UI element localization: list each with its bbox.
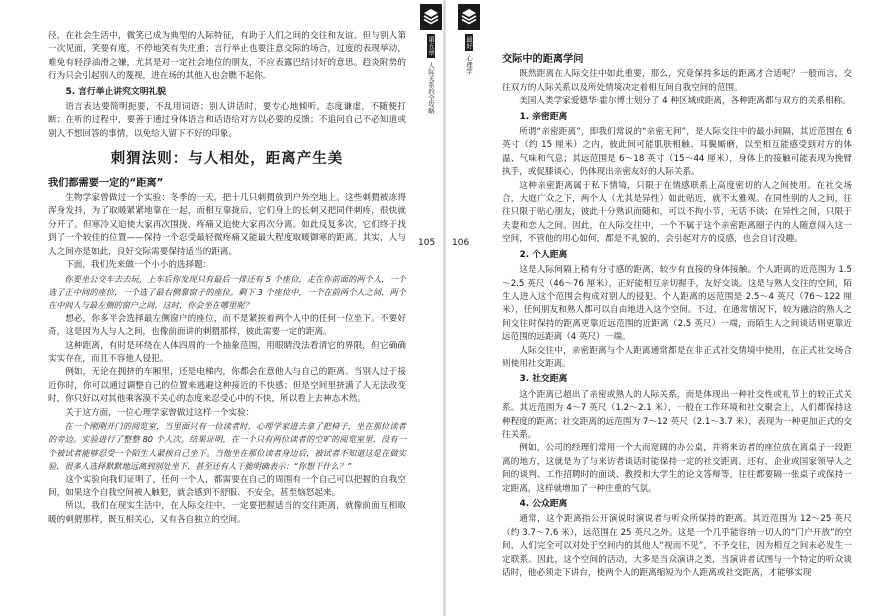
tab-chapter-title: 人际关系的全攻略 xyxy=(427,61,435,114)
paragraph: 所谓“亲密距离”，即我们常说的“亲密无间”，是人际交往中的最小间隔，其近范围在 6 英寸（约 15 厘米）之内，彼此间可能肌肤相触、耳鬓厮磨，以至相互能感受到对方的体温、气味和气息；其远范围是 6～18 英寸（15～44 厘米），身体上的接触可能表现为挽臂执手，或促膝谈心，仍体现出亲密友好的人际关系。 xyxy=(502,127,852,178)
paragraph: 通常，这个距离指公开演说时演说者与听众所保持的距离。其近范围为 12～25 英尺（约 3.7～7.6 米），远范围在 25 英尺之外。这是一个几乎能容纳一切人的“门户开放”的空间，人们完全可以对处于空间内的其他人“视而不见”，不予交往，因为相互之间未必发生一定联系。因此，这个空间的活动，大多是当众演讲之类，当演讲者试图与一个特定的听众谈话时，他必须走下讲台，使两个人的距离缩短为个人距离或社交距离，才能够实现 xyxy=(502,514,852,579)
section-heading: 2. 个人距离 xyxy=(519,249,568,260)
paragraph: 这个实验向我们证明了，任何一个人，都需要在自己的周围有一个自己可以把握的自我空间，如果这个自我空间被人触犯，就会感到不舒服、不安全，甚至恼怒起来。 xyxy=(48,474,406,498)
section-title: 交际中的距离学问 xyxy=(502,54,584,65)
left-page xyxy=(0,0,444,616)
section-heading: 4. 公众距离 xyxy=(519,499,568,509)
paragraph: 语言表达要简明扼要，不乱用词语；别人讲话时，要专心地倾听，态度谦虚，不随便打断；在听的过程中，要善于通过身体语言和话语给对方以必要的反馈；不追问自己不必知道或别人不想回答的事情，以免给人留下不好的印象。 xyxy=(48,102,406,139)
paragraph: 径，在社会生活中，微笑已成为典型的人际特征，有助于人们之间的交往和友谊。但与别人第一次见面，笑要有度，不停地笑有失庄重；言行举止也要注意交际的场合，过度的表现举动，难免有轻浮油滑之嫌，尤其是对一定社会地位的朋友，不应表露巴结讨好的意思。趋炎附势的行为只会引起别人的蔑视，进在场的其他人也会瞧不起你。 xyxy=(48,31,406,82)
book-logo-icon xyxy=(458,4,480,30)
tab-series-title: 心理学 xyxy=(465,55,473,75)
book-logo-icon xyxy=(420,4,442,30)
paragraph: 既然距离在人际交往中如此重要，那么，究竟保持多远的距离才合适呢？一般而言，交往双方的人际关系以及所处情境决定着相互间自我空间的范围。 xyxy=(502,69,852,93)
section-heading: 5. 言行举止讲究文明礼貌 xyxy=(65,86,167,97)
paragraph: 这种亲密距离属于私下情境，只限于在情感联系上高度密切的人之间使用。在社交场合，大庭广众之下，两个人（尤其是异性）如此贴近，就不太雅观。在同性别的人之间，往往只限于贴心朋友，彼此十分熟识而随和，可以不拘小节，无话不谈；在异性之间，只限于夫妻和恋人之间。因此，在人际交往中，一个不属于这个亲密距离圈子内的人随意闯入这一空间，不管他的用心如何，都是不礼貌的，会引起对方的反感，也会自讨没趣。 xyxy=(502,180,852,245)
paragraph: 关于这方面，一位心理学家曾做过这样一个实验： xyxy=(65,407,255,418)
tab-chapter-label: 第五章 xyxy=(427,36,435,56)
section-heading: 3. 社交距离 xyxy=(519,374,568,385)
paragraph: 美国人类学家爱德华·霍尔博士划分了 4 种区域或距离，各种距离都与双方的关系相称。 xyxy=(519,96,851,107)
section-heading: 1. 亲密距离 xyxy=(519,111,568,122)
page-number: 106 xyxy=(452,238,470,248)
left-page-text xyxy=(48,30,406,527)
paragraph: 所以，我们在现实生活中，在人际交往中，一定要把握适当的交往距离，就像前面互相取暖的刺猬那样，既互相关心，又有各自独立的空间。 xyxy=(48,501,406,525)
paragraph: 下面，我们先来做一个小小的选择题： xyxy=(65,260,212,271)
paragraph: 这是人际间隔上稍有分寸感的距离，较少有直接的身体接触。个人距离的近范围为 1.5～2.5 英尺（46～76 厘米），正好能相互亲切握手，友好交谈。这是与熟人交往的空间，陌生人进入这个范围会构成对别人的侵犯。个人距离的远范围是 2.5～4 英尺（76～122 厘米），任何朋友和熟人都可以自由地进入这个空间。不过，在通常情况下，较为融洽的熟人之间交往时保持的距离更靠近远范围的近距离（2.5 英尺）一端，而陌生人之间谈话则更靠近远范围的远距离（4 英尺）一端。 xyxy=(502,265,852,343)
paragraph: 想必，你多半会选择最左侧窗户的座位，而不是紧挨着两个人中的任何一位坐下。不要好奇，这是因为人与人之间，也像前面讲的刺猬那样，彼此需要一定的距离。 xyxy=(48,313,406,338)
quote-block: 在一个刚刚开门的阅览室，当里面只有一位读者时，心理学家进去拿了把椅子，坐在那位读者的旁边。实验进行了整整 80 个人次。结果证明，在一个只有两位读者的空旷的阅览室里，没有一个被试者能够忍受一个陌生人紧挨自己坐下。当他坐在那位读者身边后，被试者不知道这是在做实验，很多人选择默默地远离到别处坐下，甚至还有人干脆明确表示：“你想干什么？” xyxy=(48,420,406,472)
chapter-heading: 刺猬法则：与人相处，距离产生美 xyxy=(110,151,344,168)
right-page xyxy=(446,0,890,616)
right-page-text xyxy=(502,50,852,580)
paragraph: 这种距离，有时是环绕在人体四周的一个抽象范围，用眼睛没法看清它的界限，但它确确实实存在，而且不容他人侵犯。 xyxy=(48,340,406,364)
paragraph: 这个距离已超出了亲密或熟人的人际关系，而是体现出一种社交性或礼节上的较正式关系。其近范围为 4～7 英尺（1.2～2.1 米），一般在工作环境和社交聚会上，人们都保持这种程度的距离；社交距离的远范围为 7～12 英尺（2.1～3.7 米），表现为一种更加正式的交往关系。 xyxy=(502,389,852,440)
sub-heading: 我们都需要一定的“距离” xyxy=(48,177,164,189)
tab-series-label: 最好 xyxy=(465,36,473,49)
paragraph: 人际交往中，亲密距离与个人距离通常都是在非正式社交情境中使用，在正式社交场合则使用社交距离。 xyxy=(502,345,852,369)
paragraph: 例如，无论在拥挤的车厢里，还是电梯内，你都会在意他人与自己的距离。当别人过于接近你时，你可以通过调整自己的位置来逃避这种接近的不快感；但是空间里挤满了人无法改变时，你只好以对其他乘客漠不关心的态度来忍受心中的不快，所以看上去神态木然。 xyxy=(48,367,406,405)
page-number: 105 xyxy=(418,238,436,248)
paragraph: 例如，公司的经理们常用一个大而宽阔的办公桌，并将来访者的座位放在离桌子一段距离的地方，这就是为了与来访者谈话时能保持一定的社交距离。还有，企业或国家领导人之间的谈判、工作招聘时的面谈、教授和大学生的论文答辩等，往往都要隔一张桌子或保持一定距离，这样就增加了一种庄重的气氛。 xyxy=(502,443,852,494)
quote-block: 你要坐公交车去去玩，上车后你发现只有最后一排还有 5 个座位，走在你前面的两个人，一个选了正中间的座位，一个选了最右侧靠窗子的座位。剩下 3 个座位中，一个在前两个人之间，两个在中间人与最左侧的窗户之间，这时，你会坐在哪里呢？ xyxy=(48,273,406,311)
chapter-side-tab xyxy=(458,0,480,122)
paragraph: 生物学家曾做过一个实验：冬季的一天，把十几只刺猬放到户外空地上。这些刺猬被冻得浑身发抖，为了取暖紧紧地靠在一起，而相互靠拢后，它们身上的长刺又把同伴刺疼，很快就分开了。但寒冷又迫使大家再次围拢，疼痛又迫使大家再次分离。如此反复多次，它们终于找到了一个较佳的位置——保持一个忍受最轻微疼痛又能最大程度取暖御寒的距离。其实，人与人之间亦是如此，良好交际需要保持适当的距离。 xyxy=(48,193,406,257)
chapter-side-tab xyxy=(420,0,442,122)
